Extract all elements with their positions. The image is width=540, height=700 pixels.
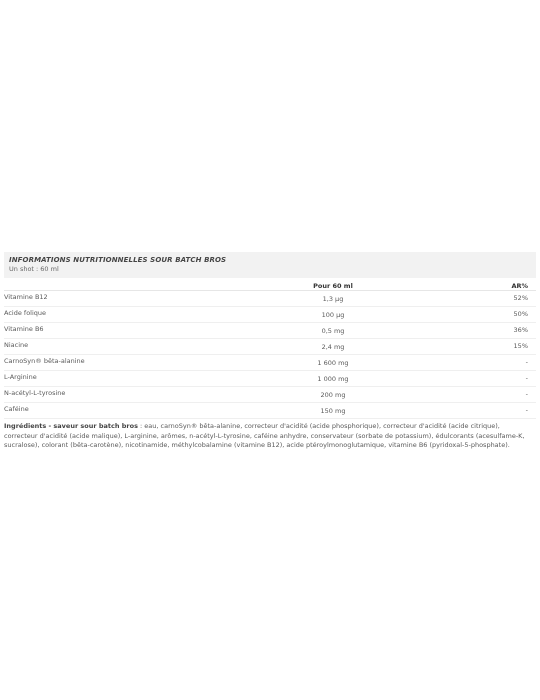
table-header (4, 278, 536, 291)
cell-name: Vitamine B6 (4, 325, 44, 333)
ingredients-list: : eau, carnoSyn® bêta-alanine, correcteur d'acidité (acide phosphorique), correcteur d'acidité (acide citrique), correcteur d'acidité (acide malique), L-arginine, arômes, n-acétyl-L-tyrosine, caféine anhydre, conservateur (sorbate de potassium), édulcorants (acesulfame-K, sucralose), colorant (bêta-carotène), nicotinamide, méthylcobalamine (vitamine B12), acide ptéroylmonoglutamique, vitamine B6 (pyridoxal-5-phosphate). (4, 422, 525, 449)
table-row (4, 339, 536, 355)
header-quantity: Pour 60 ml (313, 282, 353, 290)
cell-ar: 50% (513, 310, 528, 318)
cell-name: CarnoSyn® bêta-alanine (4, 357, 85, 365)
cell-name: Niacine (4, 341, 29, 349)
cell-name: N-acétyl-L-tyrosine (4, 389, 66, 397)
cell-qty: 2,4 mg (321, 343, 345, 351)
table-row (4, 387, 536, 403)
cell-ar: - (525, 390, 528, 398)
cell-qty: 100 µg (321, 311, 345, 319)
ingredients-label: Ingrédients - saveur sour batch bros (4, 422, 138, 430)
cell-ar: 15% (513, 342, 528, 350)
table-row (4, 371, 536, 387)
cell-qty: 200 mg (320, 391, 346, 399)
cell-name: Vitamine B12 (4, 293, 48, 301)
ingredients-text (4, 419, 536, 451)
cell-ar: 36% (513, 326, 528, 334)
nutrition-title: INFORMATIONS NUTRITIONNELLES SOUR BATCH BROS (9, 256, 227, 264)
table-row (4, 323, 536, 339)
table-row (4, 291, 536, 307)
title-box (4, 252, 536, 278)
cell-qty: 1 000 mg (317, 375, 349, 383)
serving-size: Un shot : 60 ml (9, 265, 59, 273)
cell-qty: 1,3 µg (322, 295, 344, 303)
nutrition-table (4, 291, 536, 419)
nutrition-panel (4, 252, 536, 451)
cell-ar: - (525, 374, 528, 382)
cell-name: Acide folique (4, 309, 47, 317)
header-ar: AR% (511, 282, 528, 290)
table-row (4, 307, 536, 323)
cell-ar: 52% (513, 294, 528, 302)
table-row (4, 403, 536, 419)
cell-qty: 150 mg (320, 407, 346, 415)
cell-ar: - (525, 358, 528, 366)
table-row (4, 355, 536, 371)
cell-name: Caféine (4, 405, 29, 413)
cell-qty: 0,5 mg (321, 327, 345, 335)
cell-qty: 1 600 mg (317, 359, 349, 367)
cell-name: L-Arginine (4, 373, 37, 381)
cell-ar: - (525, 406, 528, 414)
